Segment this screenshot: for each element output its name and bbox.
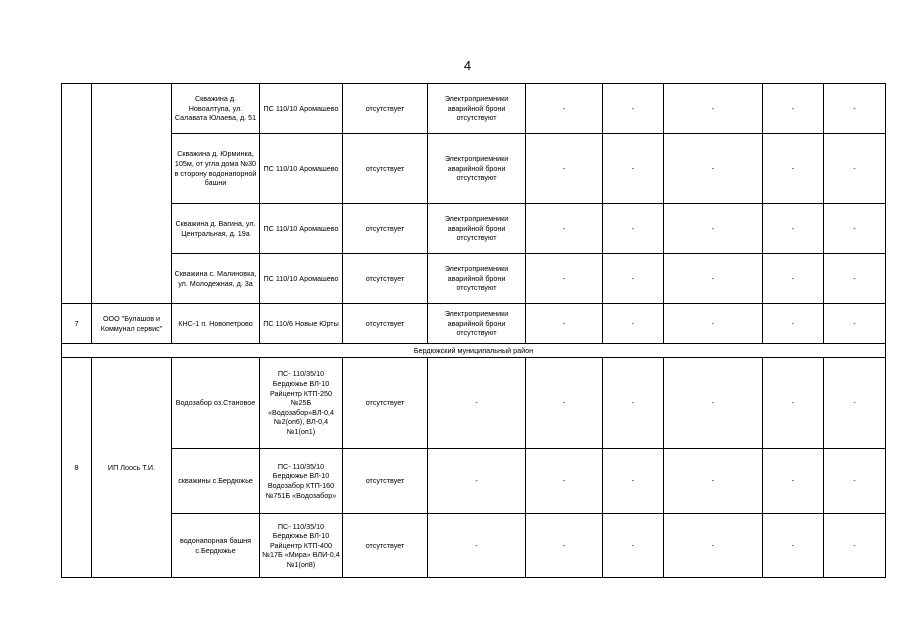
- reserve-cell: отсутствует: [343, 449, 428, 514]
- row-number-cell: 8: [62, 358, 92, 578]
- table-row: [62, 304, 886, 344]
- note-cell: Электроприемники аварийной брони отсутствуют: [428, 204, 526, 254]
- power-source-cell: ПС 110/10 Аромашево: [260, 204, 343, 254]
- section-title: Бердюжский муниципальный район: [62, 344, 886, 358]
- section-row: [62, 344, 886, 358]
- empty-value-cell: -: [763, 84, 824, 134]
- row-number-cell: [62, 84, 92, 304]
- empty-value-cell: -: [664, 134, 763, 204]
- empty-value-cell: -: [526, 254, 603, 304]
- note-cell: Электроприемники аварийной брони отсутствуют: [428, 304, 526, 344]
- empty-value-cell: -: [603, 254, 664, 304]
- organization-cell: [92, 84, 172, 304]
- empty-value-cell: -: [763, 514, 824, 578]
- empty-value-cell: -: [824, 134, 886, 204]
- table-row: [62, 514, 886, 578]
- empty-value-cell: -: [664, 358, 763, 449]
- empty-value-cell: -: [526, 304, 603, 344]
- reserve-cell: отсутствует: [343, 84, 428, 134]
- empty-value-cell: -: [603, 134, 664, 204]
- note-cell: Электроприемники аварийной брони отсутствуют: [428, 84, 526, 134]
- empty-value-cell: -: [824, 304, 886, 344]
- object-cell: водонапорная башня с.Бердюжье: [172, 514, 260, 578]
- empty-value-cell: -: [526, 514, 603, 578]
- empty-value-cell: -: [428, 358, 526, 449]
- empty-value-cell: -: [824, 204, 886, 254]
- power-source-cell: ПС- 110/35/10 Бердюжье ВЛ-10 Райцентр КТП-400 №17Б «Мира» ВЛИ-0,4 №1(оп8): [260, 514, 343, 578]
- empty-value-cell: -: [526, 204, 603, 254]
- table-row: [62, 204, 886, 254]
- object-cell: КНС-1 п. Новопетрово: [172, 304, 260, 344]
- organization-cell: ИП Лоось Т.И.: [92, 358, 172, 578]
- empty-value-cell: -: [824, 358, 886, 449]
- power-source-cell: ПС- 110/35/10 Бердюжье ВЛ-10 Водозабор КТП-160 №751Б «Водозабор»: [260, 449, 343, 514]
- empty-value-cell: -: [824, 514, 886, 578]
- empty-value-cell: -: [664, 204, 763, 254]
- table-row: [62, 254, 886, 304]
- empty-value-cell: -: [428, 449, 526, 514]
- empty-value-cell: -: [763, 304, 824, 344]
- object-cell: Скважина д. Новоалтупа, ул. Салавата Юлаева, д. 51: [172, 84, 260, 134]
- empty-value-cell: -: [526, 449, 603, 514]
- organization-cell: ООО "Булашов и Коммунал сервис": [92, 304, 172, 344]
- reserve-cell: отсутствует: [343, 358, 428, 449]
- empty-value-cell: -: [603, 514, 664, 578]
- reserve-cell: отсутствует: [343, 514, 428, 578]
- power-source-cell: ПС 110/10 Аромашево: [260, 134, 343, 204]
- table-row: [62, 84, 886, 134]
- empty-value-cell: -: [603, 304, 664, 344]
- power-source-cell: ПС- 110/35/10 Бердюжье ВЛ-10 Райцентр КТП-250 №25Б «Водозабор»ВЛ-0,4 №2(оп6), ВЛ-0,4 №1(оп1): [260, 358, 343, 449]
- empty-value-cell: -: [763, 134, 824, 204]
- object-cell: Скважина д. Вагина, ул. Центральная, д. 19а: [172, 204, 260, 254]
- empty-value-cell: -: [603, 84, 664, 134]
- object-cell: Водозабор оз.Становое: [172, 358, 260, 449]
- reserve-cell: отсутствует: [343, 134, 428, 204]
- table-row: [62, 449, 886, 514]
- empty-value-cell: -: [526, 134, 603, 204]
- object-cell: Скважина с. Малиновка, ул. Молодежная, д. 3а: [172, 254, 260, 304]
- empty-value-cell: -: [763, 449, 824, 514]
- object-cell: Скважина д. Юрминка, 105м, от угла дома №30 в сторону водонапорной башни: [172, 134, 260, 204]
- table-row: [62, 134, 886, 204]
- reserve-cell: отсутствует: [343, 204, 428, 254]
- reserve-cell: отсутствует: [343, 304, 428, 344]
- empty-value-cell: -: [603, 204, 664, 254]
- empty-value-cell: -: [664, 514, 763, 578]
- page-number: 4: [463, 58, 472, 73]
- empty-value-cell: -: [664, 304, 763, 344]
- note-cell: Электроприемники аварийной брони отсутствуют: [428, 254, 526, 304]
- document-table: [61, 83, 886, 578]
- empty-value-cell: -: [763, 254, 824, 304]
- empty-value-cell: -: [824, 84, 886, 134]
- empty-value-cell: -: [664, 449, 763, 514]
- reserve-cell: отсутствует: [343, 254, 428, 304]
- row-number-cell: 7: [62, 304, 92, 344]
- empty-value-cell: -: [763, 358, 824, 449]
- empty-value-cell: -: [526, 84, 603, 134]
- object-cell: скважины с.Бердюжье: [172, 449, 260, 514]
- empty-value-cell: -: [664, 254, 763, 304]
- empty-value-cell: -: [603, 449, 664, 514]
- power-source-cell: ПС 110/10 Аромашево: [260, 84, 343, 134]
- empty-value-cell: -: [824, 449, 886, 514]
- power-source-cell: ПС 110/6 Новые Юрты: [260, 304, 343, 344]
- power-source-cell: ПС 110/10 Аромашево: [260, 254, 343, 304]
- empty-value-cell: -: [824, 254, 886, 304]
- empty-value-cell: -: [664, 84, 763, 134]
- table-row: [62, 358, 886, 449]
- note-cell: Электроприемники аварийной брони отсутствуют: [428, 134, 526, 204]
- empty-value-cell: -: [428, 514, 526, 578]
- empty-value-cell: -: [603, 358, 664, 449]
- empty-value-cell: -: [526, 358, 603, 449]
- empty-value-cell: -: [763, 204, 824, 254]
